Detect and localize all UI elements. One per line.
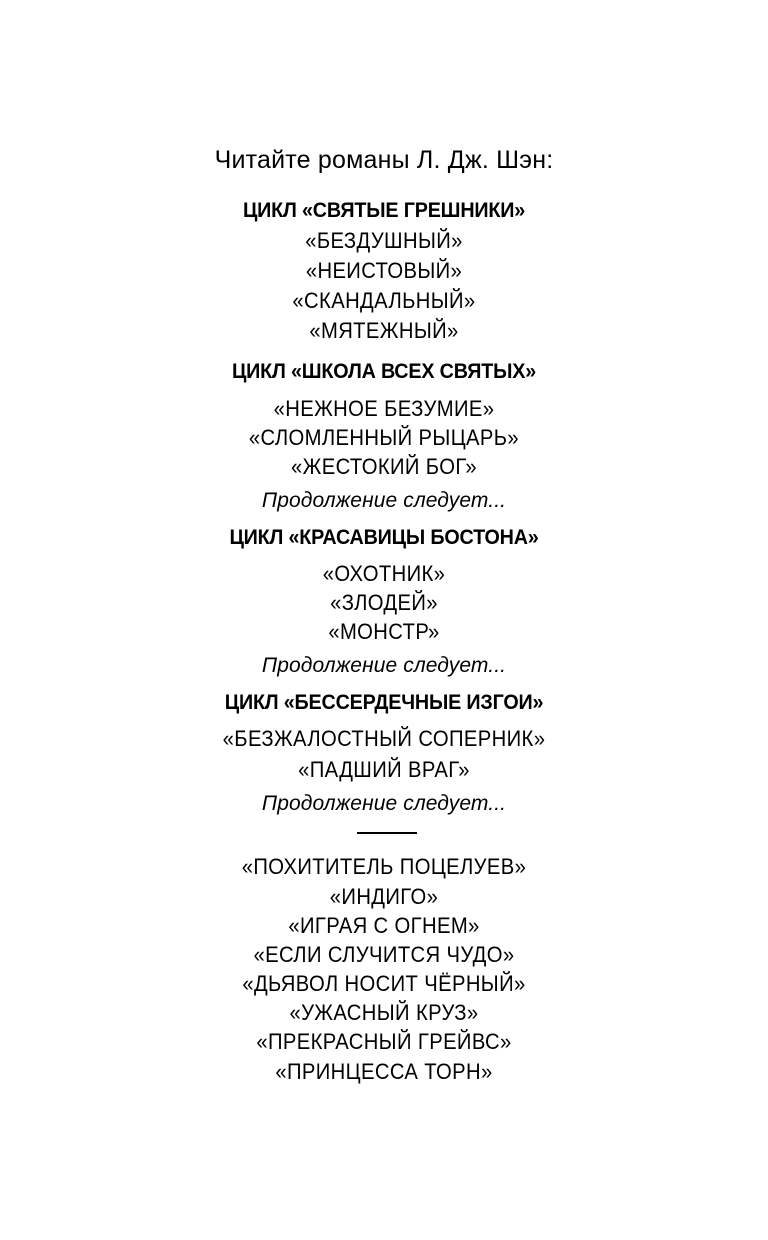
book-title: «НЕЖНОЕ БЕЗУМИЕ»	[273, 396, 495, 421]
series-heading-boston-belles: ЦИКЛ «КРАСАВИЦЫ БОСТОНА»	[229, 526, 539, 549]
book-title: «МОНСТР»	[328, 619, 440, 644]
book-title: «СКАНДАЛЬНЫЙ»	[292, 288, 476, 313]
continuation-note: Продолжение следует...	[261, 792, 507, 815]
book-title: «УЖАСНЫЙ КРУЗ»	[289, 1000, 479, 1025]
series-heading-heartless-outcasts: ЦИКЛ «БЕССЕРДЕЧНЫЕ ИЗГОИ»	[224, 691, 544, 714]
section-divider	[357, 832, 417, 834]
book-title: «ЗЛОДЕЙ»	[330, 590, 438, 615]
continuation-note: Продолжение следует...	[261, 654, 507, 677]
book-title: «ИГРАЯ С ОГНЕМ»	[288, 913, 480, 938]
book-title: «ДЬЯВОЛ НОСИТ ЧЁРНЫЙ»	[242, 971, 526, 996]
book-title: «ПРЕКРАСНЫЙ ГРЕЙВС»	[256, 1029, 512, 1054]
book-title: «ИНДИГО»	[329, 884, 439, 909]
series-heading-saints-sinners: ЦИКЛ «СВЯТЫЕ ГРЕШНИКИ»	[242, 199, 526, 222]
book-title: «БЕЗЖАЛОСТНЫЙ СОПЕРНИК»	[222, 726, 546, 751]
book-title: «НЕИСТОВЫЙ»	[305, 258, 463, 283]
book-title: «ЖЕСТОКИЙ БОГ»	[291, 454, 477, 479]
book-title: «ПАДШИЙ ВРАГ»	[298, 757, 470, 782]
intro-line: Читайте романы Л. Дж. Шэн:	[214, 146, 554, 174]
book-title: «СЛОМЛЕННЫЙ РЫЦАРЬ»	[248, 425, 520, 450]
book-title: «МЯТЕЖНЫЙ»	[309, 318, 459, 343]
series-heading-all-saints-high: ЦИКЛ «ШКОЛА ВСЕХ СВЯТЫХ»	[231, 360, 537, 383]
book-title: «ПРИНЦЕССА ТОРН»	[275, 1059, 493, 1084]
book-title: «БЕЗДУШНЫЙ»	[305, 228, 463, 253]
book-title: «ЕСЛИ СЛУЧИТСЯ ЧУДО»	[253, 942, 515, 967]
book-title: «ОХОТНИК»	[322, 561, 446, 586]
continuation-note: Продолжение следует...	[261, 489, 507, 512]
book-title: «ПОХИТИТЕЛЬ ПОЦЕЛУЕВ»	[241, 854, 527, 879]
